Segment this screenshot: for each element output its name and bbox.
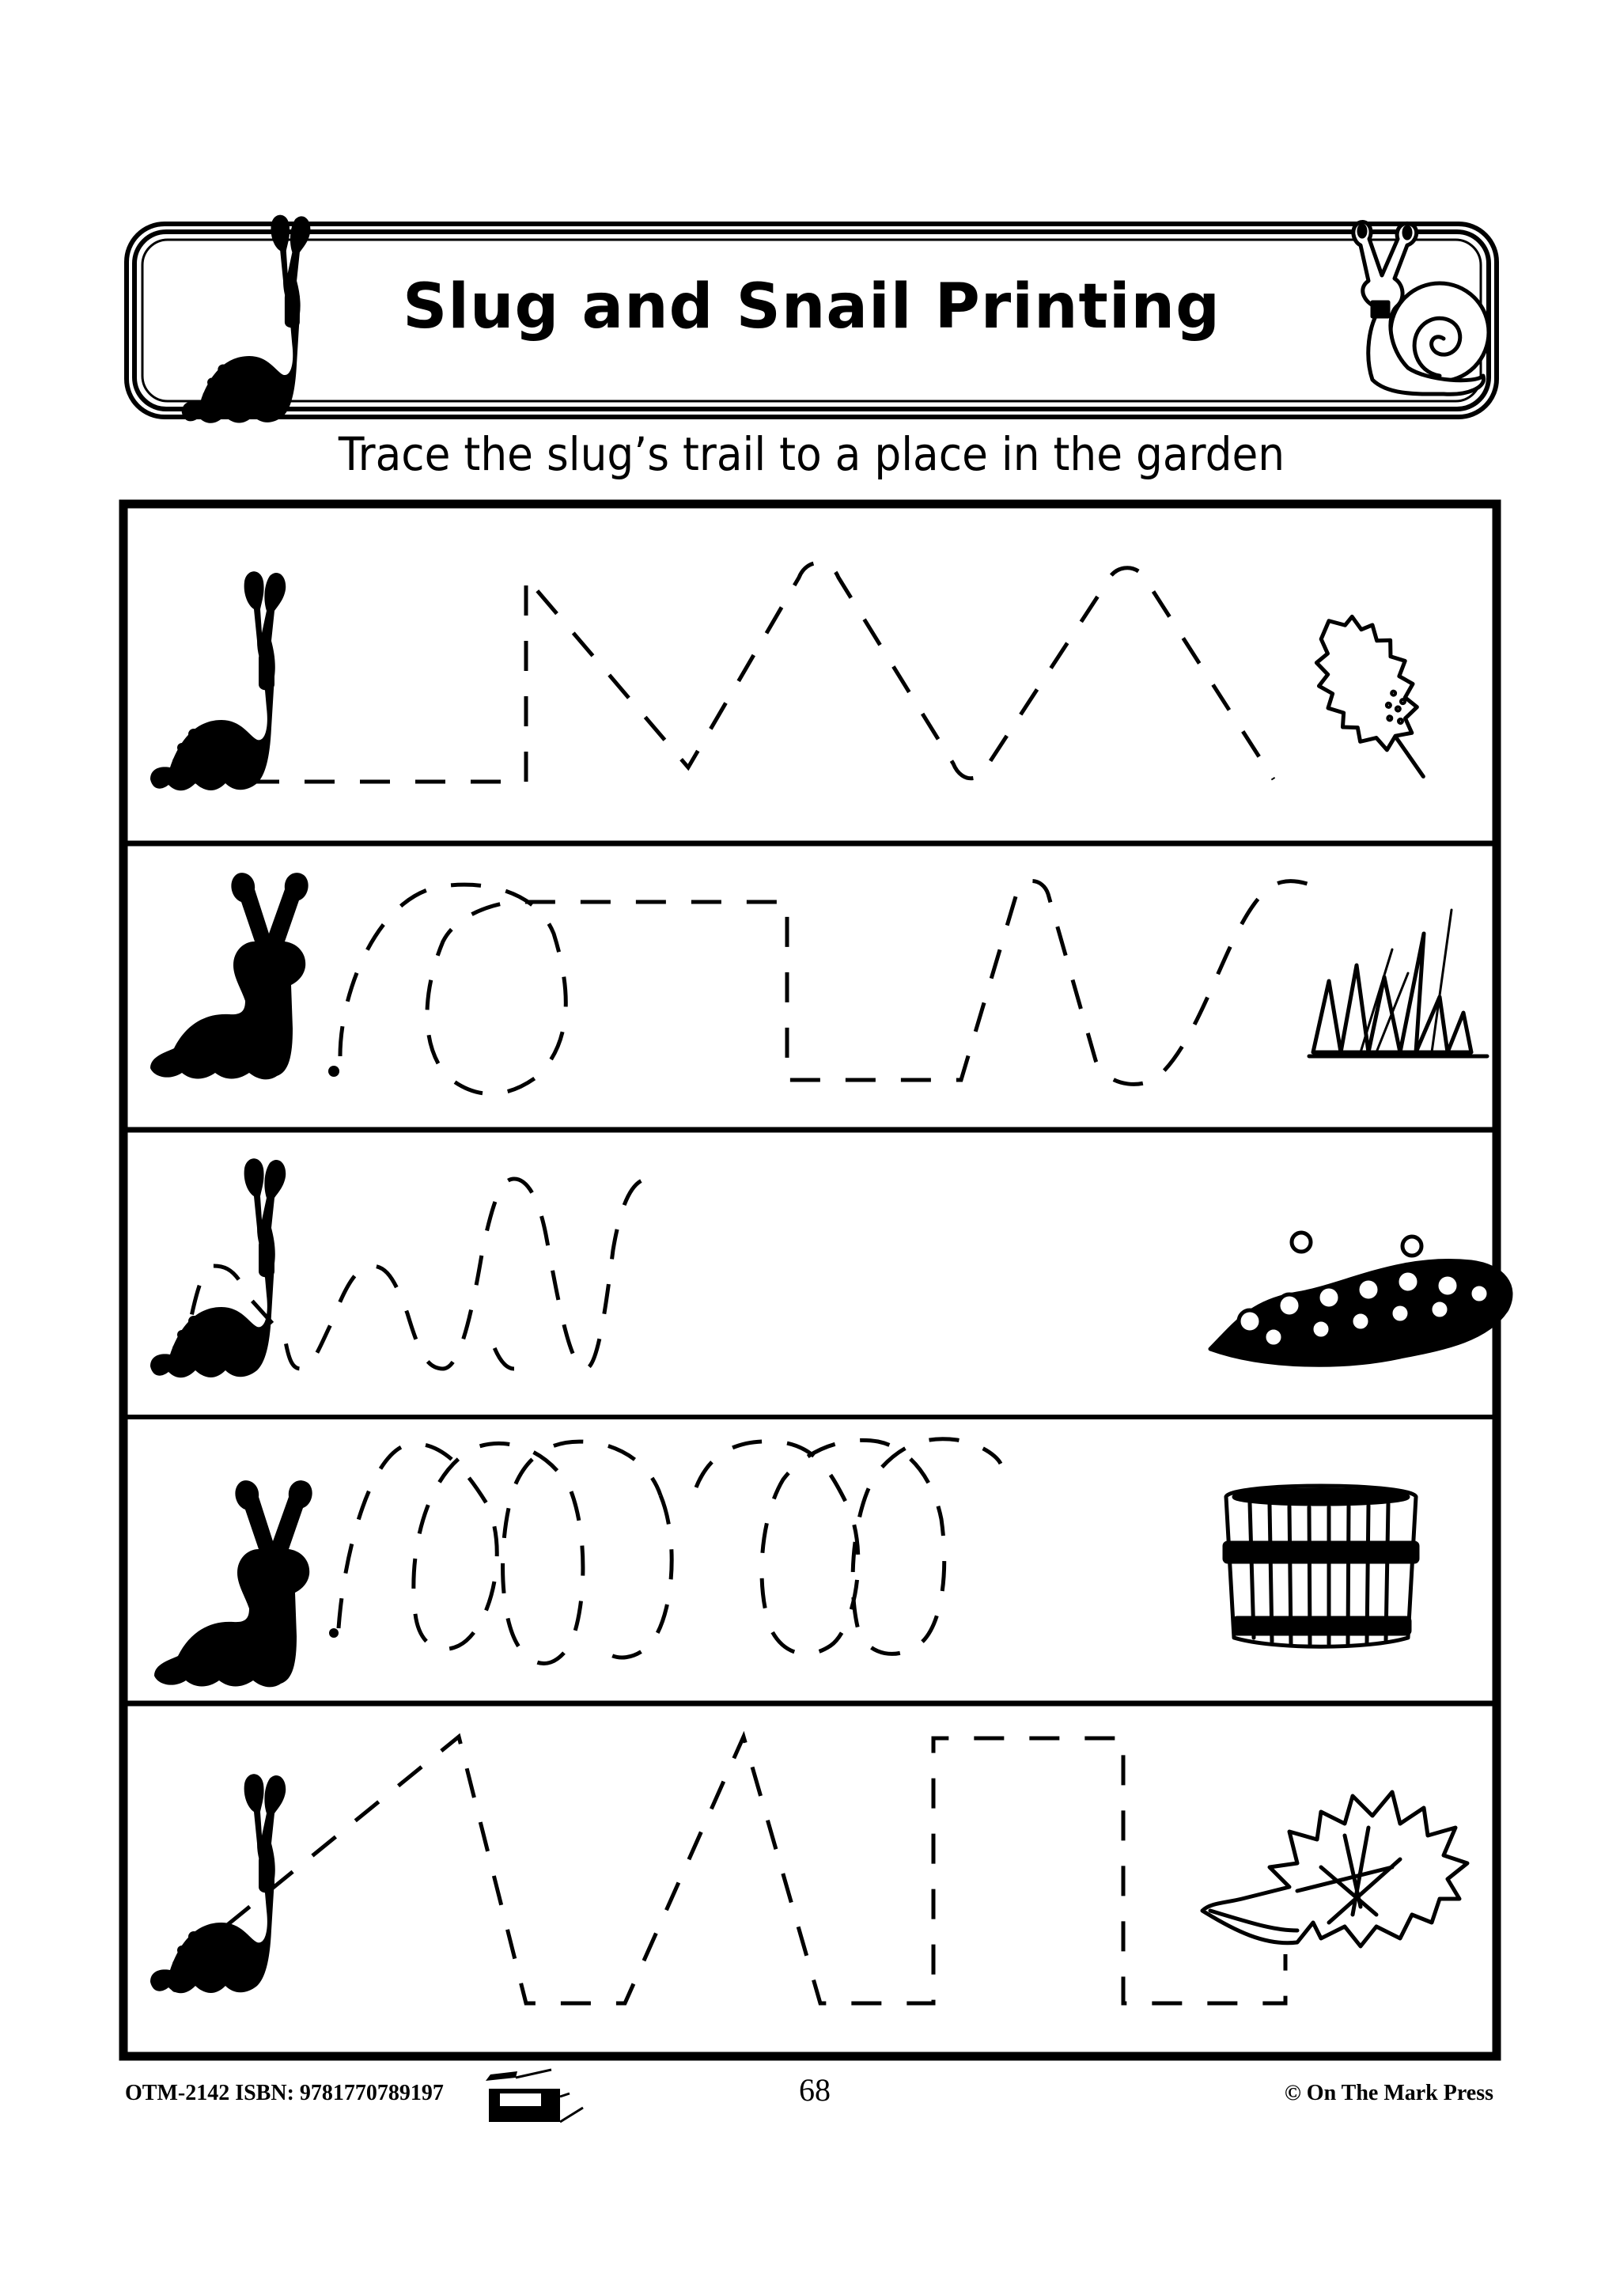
grass-icon xyxy=(1309,910,1487,1056)
smiling-slug-icon xyxy=(150,873,308,1079)
smiling-slug-icon xyxy=(154,1480,312,1687)
leaf-icon xyxy=(1291,598,1460,801)
page-title: Slug and Snail Printing xyxy=(403,271,1221,343)
slug-icon xyxy=(150,1774,286,1993)
trace-row-5 xyxy=(150,1737,1467,2003)
trace-row-2 xyxy=(150,873,1487,1093)
trace-row-4 xyxy=(154,1439,1418,1688)
dashed-trail-continued[interactable] xyxy=(490,1337,514,1369)
page-footer xyxy=(0,2071,1620,2119)
barrel-icon xyxy=(1224,1486,1418,1646)
start-dot xyxy=(171,1983,180,1992)
dashed-trail[interactable] xyxy=(339,1439,1001,1664)
instructions: Trace the slug’s trail to a place in the garden xyxy=(338,427,1285,481)
start-dot xyxy=(176,754,187,765)
trace-row-3 xyxy=(150,1158,1511,1377)
page-number: 68 xyxy=(799,2072,831,2108)
dashed-trail[interactable] xyxy=(184,1737,1285,2003)
slug-icon xyxy=(150,571,286,790)
trace-grid xyxy=(123,504,1497,2056)
flowers-icon xyxy=(1210,1233,1511,1365)
leaf-pile-icon xyxy=(1202,1792,1467,1946)
start-dot xyxy=(328,1066,339,1077)
dashed-trail[interactable] xyxy=(340,881,1329,1094)
start-dot xyxy=(329,1628,339,1638)
trace-row-1 xyxy=(150,563,1459,801)
product-code-isbn: OTM-2142 ISBN: 9781770789197 xyxy=(125,2081,444,2105)
dashed-trail[interactable] xyxy=(194,563,1274,782)
copyright-notice: © On The Mark Press xyxy=(1284,2081,1493,2105)
